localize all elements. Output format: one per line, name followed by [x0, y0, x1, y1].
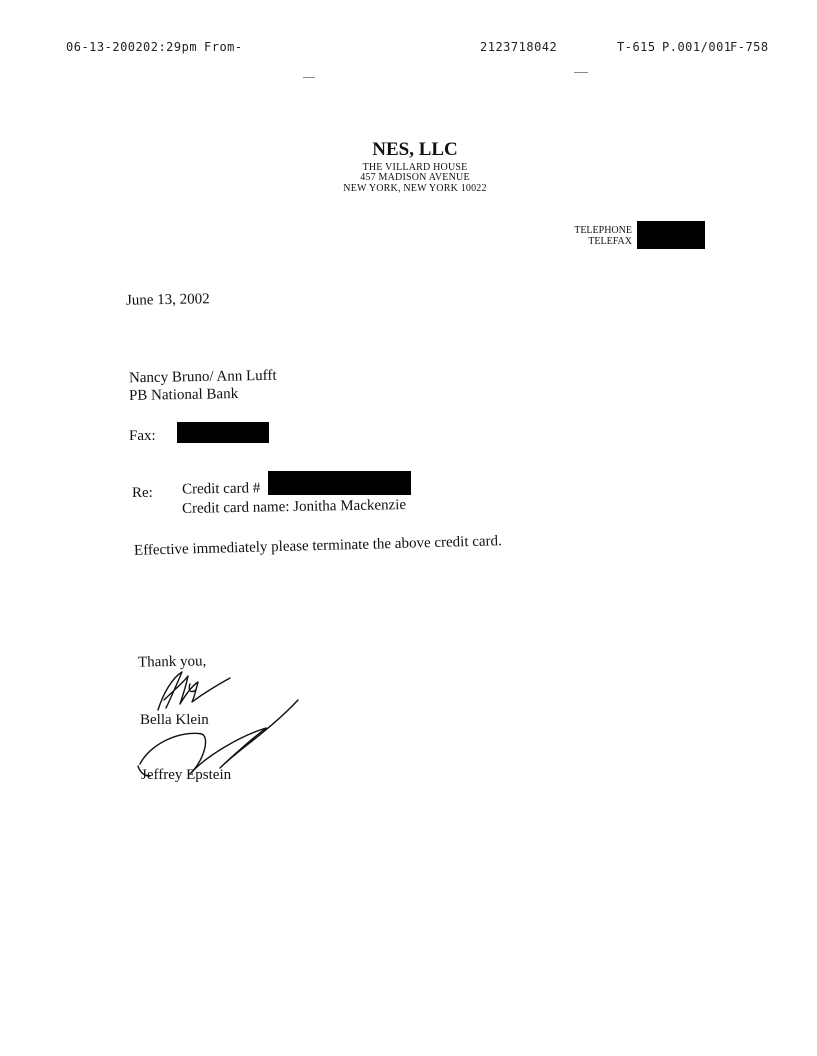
fax-header	[0, 40, 817, 58]
signature-bella	[158, 672, 230, 710]
company-name: NES, LLC	[372, 139, 458, 160]
letter-body: Effective immediately please terminate the above credit card.	[133, 533, 503, 559]
city-address: NEW YORK, NEW YORK 10022	[343, 182, 487, 194]
fax-label: Fax:	[129, 428, 156, 444]
scan-speck	[574, 72, 588, 73]
re-label: Re:	[132, 485, 153, 501]
fax-number-redaction	[177, 422, 269, 443]
fax-header-t-number: T-615	[617, 40, 656, 54]
telefax-label: TELEFAX	[588, 236, 632, 247]
closing: Thank you,	[137, 653, 207, 671]
recipient-name: Nancy Bruno/ Ann Lufft	[128, 367, 277, 387]
building-name: THE VILLARD HOUSE	[362, 161, 468, 173]
fax-header-f-number: F-758	[730, 40, 769, 54]
signer-bella-klein: Bella Klein	[140, 712, 209, 728]
scan-speck	[303, 77, 315, 78]
fax-header-phone: 2123718042	[480, 40, 558, 54]
signer-jeffrey-epstein: Jeffrey Epstein	[141, 767, 232, 783]
telephone-label: TELEPHONE	[574, 225, 632, 236]
street-address: 457 MADISON AVENUE	[360, 172, 470, 184]
credit-card-number-label: Credit card #	[181, 480, 261, 498]
recipient-bank: PB National Bank	[128, 386, 239, 404]
letterhead	[300, 140, 530, 194]
fax-header-time: 02:29pm	[143, 40, 198, 54]
letter-date: June 13, 2002	[125, 291, 210, 309]
contact-redaction	[637, 221, 705, 249]
fax-header-date: 06-13-2002	[66, 40, 144, 54]
fax-header-from: From-	[204, 40, 243, 54]
credit-card-number-redaction	[268, 471, 411, 495]
fax-header-page: P.001/001	[662, 40, 732, 54]
credit-card-name: Credit card name: Jonitha Mackenzie	[181, 497, 407, 517]
